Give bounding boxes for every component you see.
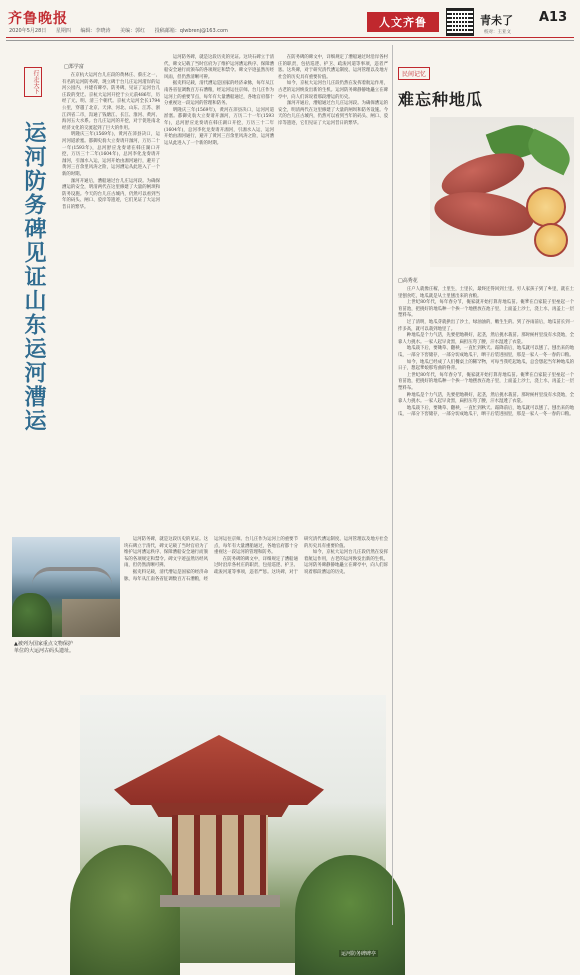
proofreader-credit: 校对：王亚文	[484, 30, 511, 35]
article-title: 难忘种地瓜	[398, 90, 484, 109]
submission-email[interactable]: 投稿邮箱：qlwbrenj@163.com	[154, 28, 228, 34]
paragraph: 在防务碑的碑文中，详细规定了漕船通过时沿岸各村庄的职责，包括巡逻、护卫、疏浚河道等事项，违者严惩。这块碑，对于研究清代漕运制度、运河管理以及地方社会的历史具有重要价值。	[214, 537, 388, 575]
issue-weekday: 星期四	[55, 28, 71, 34]
leaf-shape	[522, 129, 576, 176]
pavilion-base	[160, 895, 280, 907]
paragraph: 在京杭大运河台儿庄段的黄林庄、蔡庄之一，有名的运河防务碑，现立碑于台儿庄运河渚岸的运河公园内，并建有碑亭。防务碑，见证了运河台儿庄段的变迁。京杭大运河开挖于公元前486年，历经了元、明、清三个朝代。京杭大运河全长1794公里，穿越了北京、天津、河北、山东、江苏、浙江四省二市，沟通了钱塘江、长江、淮河、黄河、海河五大水系。台儿庄运河的开挖，对于促进南北经济文化的交流起到了巨大的作用。	[62, 73, 160, 131]
paragraph: 运河防务碑，就是这段历史的见证。这块石碑立于清代，碑文记载了当时官府为了维护运河漕运秩序、保障漕船安全通行而颁布的各项规定和禁令。碑文字迹虽然历经风雨，但仍然清晰可辨。	[164, 55, 274, 80]
sweet-potato-cut	[526, 187, 566, 227]
article-title: 运河防务碑见证山东运河漕运	[21, 121, 46, 433]
stone-walkway	[62, 599, 120, 637]
paragraph: 运河防务碑，就是这段历史的见证。这块石碑立于清代，碑文记载了当时官府为了维护运河漕运秩序、保障漕船安全通行而颁布的各项规定和禁令。碑文字迹虽然历经风雨，但仍然清晰可辨。	[124, 537, 208, 569]
pavilion-photo	[80, 695, 386, 963]
article-column-2	[164, 55, 274, 528]
issue-meta	[9, 27, 236, 34]
tree-shape	[70, 845, 180, 975]
paragraph: 上世纪80年代，每年春分节，俺家就开始打算育地瓜苗。俺爹在自家院子里垒起一个育苗池，把挑好的地瓜种一个挨一个地摆放在池子里，上面盖上沙土，浇上水，再盖上一层塑料布。	[398, 372, 574, 391]
paragraph: 过了清明，地瓜芽就拱出了沙土，绿油油的，嫩生生的。到了谷雨前后，地瓜苗长到一拃多高，就可以栽到地里了。	[398, 319, 574, 332]
article-column-1	[62, 73, 160, 528]
tree-shape	[295, 855, 405, 975]
paragraph: 据史料记载，清代漕运是国家的经济命脉，每年从江南各省征调数百万石漕粮，经运河运往京师。台儿庄作为运河上的重要节点，每年有大量漕船通过，各地官府都十分重视这一段运河的管理和防务。	[124, 537, 298, 582]
paragraph: 据史料记载，清代漕运是国家的经济命脉，每年从江南各省征调数百万石漕粮，经运河运往京师。台儿庄作为运河上的重要节点，每年有大量漕船通过，各地官府都十分重视这一段运河的管理和防务。	[164, 81, 274, 107]
editor-credit: 编辑：李晓涛	[80, 28, 111, 34]
masthead	[6, 4, 574, 34]
sweet-potato-photo	[430, 117, 574, 267]
sweet-potato-shape	[432, 186, 537, 242]
page-name: 青未了	[480, 14, 513, 27]
paragraph: 种地瓜是个力气活，先要把地耕好，起垄，然后挑水栽苗。那时候村里没有水浇地，全靠人力挑水。一家人起早贪黑，扁担压弯了腰，汗水湿透了衣裳。	[398, 392, 574, 405]
header-rule-thin	[6, 40, 574, 41]
qr-code-icon[interactable]	[446, 8, 474, 36]
section-tag: 人文齐鲁	[367, 12, 439, 32]
header-rule	[6, 37, 574, 38]
main-article	[6, 45, 392, 957]
paragraph: 种地瓜是个力气活，先要把地耕好，起垄，然后挑水栽苗。那时候村里没有水浇地，全靠人力挑水。一家人起早贪黑，扁担压弯了腰，汗水湿透了衣裳。	[398, 333, 574, 345]
column-kicker: 民间记忆	[398, 67, 430, 80]
paragraph: 泇河开通后，漕船通过台儿庄运河段。为确保漕运的安全，明清两代在这里修建了大量的闸坝和防务设施。今天的台儿庄古城内，仍然可以看到当年的码头、闸口、驳岸等遗迹，它们见证了大运河昔日的繁华。	[278, 101, 388, 126]
article-byline: □郑学富	[64, 64, 84, 70]
paragraph: 泇河开通后，漕船通过台儿庄运河段。为确保漕运的安全，明清两代在这里修建了大量的闸坝和防务设施。今天的台儿庄古城内，仍然可以看到当年的码头、闸口、驳岸等遗迹，它们见证了大运河昔日的繁华。	[62, 178, 160, 210]
bridge-shape	[32, 567, 112, 585]
issue-date: 2020年5月28日	[9, 28, 47, 34]
paragraph: 明隆庆三年(1569年)，黄河在沛县决口，运河河道淤塞。都御史翁大立奏请开泇河，万历二十一年(1593年)，总河舒应龙奏请在韩庄湖口开挖，万历三十二年(1604年)，总河李化龙奏请开泇河，引泇水入运，运河开始由泇河通行，避开了黄河三百余里风涛之险，运河漕运从此进入了一个新的时期。	[164, 107, 274, 146]
paragraph: 在防务碑的碑文中，详细规定了漕船通过时沿岸各村庄的职责，包括巡逻、护卫、疏浚河道等事项，违者严惩。这块碑，对于研究清代漕运制度、运河管理以及地方社会的历史具有重要价值。	[278, 55, 388, 80]
article-column-3	[278, 55, 388, 528]
side-article-body	[398, 287, 574, 919]
column-divider	[392, 45, 393, 925]
paragraph: 如今，地瓜已经成了人们餐桌上的稀罕物，可每当我吃起地瓜，总会想起当年种地瓜的日子，想起爹娘那弯曲的脊背。	[398, 359, 574, 372]
canal-photo	[12, 537, 120, 637]
newspaper-logo: 齐鲁晚报	[8, 11, 68, 27]
designer-credit: 美编：郭红	[120, 28, 146, 34]
page-number: A13	[539, 10, 568, 25]
paragraph: 明隆庆三年(1569年)，黄河在沛县决口，运河河道淤塞。都御史翁大立奏请开泇河，万历二十一年(1593年)，总河舒应龙奏请在韩庄湖口开挖，万历三十二年(1604年)，总河李化龙奏请开泇河，引泇水入运，运河开始由泇河通行，避开了黄河三百余里风涛之险，运河漕运从此进入了一个新的时期。	[62, 132, 160, 177]
paragraph: 如今，京杭大运河台儿庄段仍然在发挥着航运作用，古老的运河焕发出新的生机。运河防务碑静静地矗立在碑亭中，向人们诉说着那段漕运的历史。	[304, 550, 388, 575]
column-kicker: 行走天下	[24, 67, 42, 97]
side-article	[398, 45, 574, 925]
paragraph: 庄户人就像庄稼，土里生，土里长，最终还得回到土里。穷人家孩子到了乡里，就在土里刨食吃，地瓜就是从土里刨出来的食粮。	[398, 287, 574, 299]
article-lower-columns	[124, 537, 388, 687]
paragraph: 地瓜栽下后，要锄草、翻秧，一直忙到秋天。霜降前后，地瓜就可以刨了。刨出来的地瓜，一部分下窖储存，一部分切成地瓜干，晒干后装进囤里，那是一家人一冬一春的口粮。	[398, 405, 574, 418]
sweet-potato-cut	[534, 223, 568, 257]
pavilion-roof	[114, 735, 324, 805]
paragraph: 如今，京杭大运河台儿庄段仍然在发挥着航运作用，古老的运河焕发出新的生机。运河防务碑静静地矗立在碑亭中，向人们诉说着那段漕运的历史。	[278, 81, 388, 100]
article-byline: □高秀花	[398, 278, 418, 284]
photo-caption: ▲被列为国家重点文物保护单位的大运河古码头遗址。	[14, 641, 75, 654]
tree-shape	[12, 593, 52, 637]
paragraph: 地瓜栽下后，要锄草、翻秧，一直忙到秋天。霜降前后，地瓜就可以刨了。刨出来的地瓜，一部分下窖储存，一部分切成地瓜干，晒干后装进囤里，那是一家人一冬一春的口粮。	[398, 346, 574, 358]
photo-credit: 运河防务碑碑亭	[340, 951, 376, 957]
paragraph: 上世纪80年代，每年春分节，俺家就开始打算育地瓜苗。俺爹在自家院子里垒起一个育苗池，把挑好的地瓜种一个挨一个地摆放在池子里，上面盖上沙土，浇上水，再盖上一层塑料布。	[398, 300, 574, 319]
pavilion-body	[172, 815, 268, 897]
